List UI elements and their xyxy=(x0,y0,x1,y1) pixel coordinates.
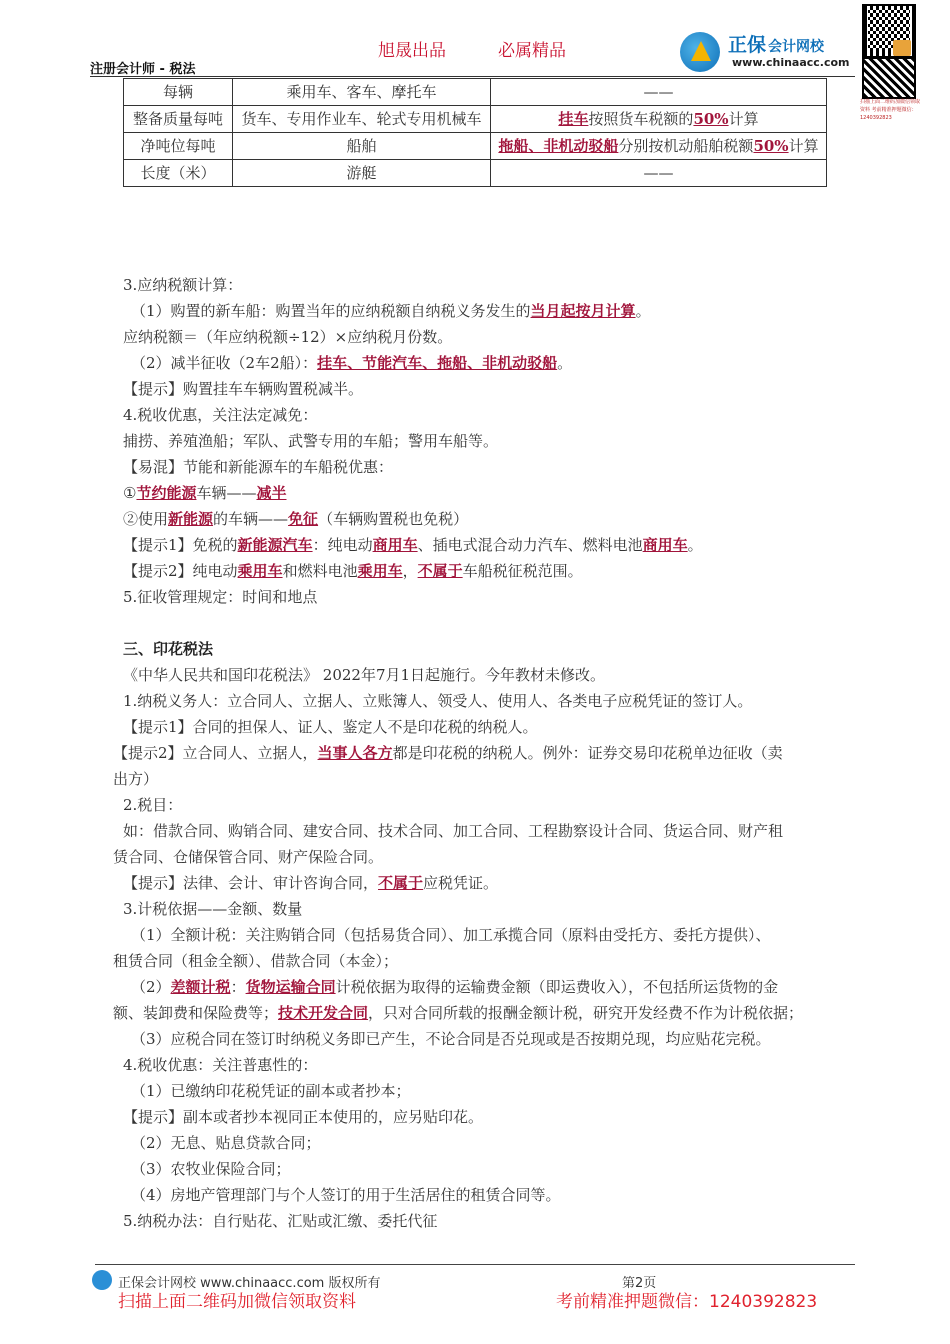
highlight-text: 商用车 xyxy=(372,536,418,554)
paragraph-line xyxy=(123,1052,860,1078)
paragraph-line xyxy=(123,1104,860,1130)
text-run: 捕捞、养殖渔船；军队、武警专用的车船；警用车船等。 xyxy=(123,432,499,450)
highlight-text: 不属于 xyxy=(417,562,463,580)
paragraph-line xyxy=(123,272,860,298)
text-run: 额、装卸费和保险费等； xyxy=(113,1004,279,1022)
paragraph-line xyxy=(113,740,860,766)
highlight-text: 当事人各方 xyxy=(317,744,393,762)
paragraph-line xyxy=(123,922,860,948)
tax-unit-cell: 每辆 xyxy=(124,79,233,106)
paragraph-line xyxy=(123,1026,860,1052)
highlight-text: 货物运输合同 xyxy=(245,978,336,996)
table-row xyxy=(124,133,827,160)
paragraph-line xyxy=(113,844,860,870)
highlight-text: 挂车 xyxy=(558,110,589,128)
text-run: 【易混】节能和新能源车的车船税优惠： xyxy=(123,458,394,476)
text-run: 按照货车税额的 xyxy=(588,110,694,128)
text-run: 车辆—— xyxy=(196,484,257,502)
footer-copyright: 正保会计网校 www.chinaacc.com 版权所有 xyxy=(118,1276,381,1291)
section-heading xyxy=(123,636,860,662)
tax-object-cell: 游艇 xyxy=(233,160,491,187)
highlight-text: 商用车 xyxy=(642,536,688,554)
text-run: ① xyxy=(123,484,137,502)
text-run: （2）减半征收（2车2船）： xyxy=(131,354,318,372)
document-body xyxy=(113,272,860,1234)
text-run: 《中华人民共和国印花税法》 2022年7月1日起施行。今年教材未修改。 xyxy=(123,666,606,684)
qr-code-lower-icon xyxy=(862,57,916,99)
text-run: 计算 xyxy=(728,110,759,128)
paragraph-line xyxy=(123,792,860,818)
text-run: 1.纳税义务人：立合同人、立据人、立账簿人、领受人、使用人、各类电子应税凭证的签订人。 xyxy=(123,692,753,710)
text-run: 计税依据为取得的运输费金额（即运费收入），不包括所运货物的金 xyxy=(335,978,779,996)
text-run: —— xyxy=(643,83,674,101)
text-run: —— xyxy=(643,164,674,182)
highlight-text: 挂车、节能汽车、拖船、非机动驳船 xyxy=(317,354,558,372)
highlight-text: 50% xyxy=(753,137,789,155)
highlight-text: 乘用车 xyxy=(237,562,283,580)
highlight-text: 免征 xyxy=(288,510,319,528)
highlight-text: 节约能源 xyxy=(136,484,197,502)
paragraph-line xyxy=(123,506,860,532)
paragraph-line xyxy=(123,298,860,324)
paragraph-line xyxy=(123,350,860,376)
qr-stamp-icon xyxy=(893,40,911,56)
text-run: （2） xyxy=(131,978,171,996)
highlight-text: 新能源 xyxy=(168,510,214,528)
tax-object-cell: 货车、专用作业车、轮式专用机械车 xyxy=(233,106,491,133)
text-run: ，只对合同所载的报酬金额计税，研究开发经费不作为计税依据； xyxy=(368,1004,804,1022)
text-run: 4.税收优惠，关注法定减免： xyxy=(123,406,318,424)
paragraph-line xyxy=(123,1208,860,1234)
text-run: 租赁合同（租金全额）、借款合同（本金）； xyxy=(113,952,399,970)
tax-note-cell xyxy=(491,106,827,133)
highlight-text: 50% xyxy=(693,110,729,128)
text-run: 2.税目： xyxy=(123,796,183,814)
text-run: 车船税征税范围。 xyxy=(462,562,583,580)
text-run: 【提示】法律、会计、审计咨询合同， xyxy=(123,874,379,892)
text-run: ： xyxy=(230,978,246,996)
paragraph-line xyxy=(123,376,860,402)
paragraph-line xyxy=(123,662,860,688)
table-row xyxy=(124,79,827,106)
text-run: 的车辆—— xyxy=(213,510,289,528)
text-run: ：纯电动 xyxy=(312,536,373,554)
logo-name: 正保 会计网校 xyxy=(728,34,825,56)
text-run: （1）购置的新车船：购置当年的应纳税额自纳税义务发生的 xyxy=(131,302,531,320)
text-run: （3）应税合同在签订时纳税义务即已产生，不论合同是否兑现或是否按期兑现，均应贴花完税。 xyxy=(131,1030,771,1048)
text-run: 5.纳税办法：自行贴花、汇贴或汇缴、委托代征 xyxy=(123,1212,438,1230)
slogan-right: 必属精品 xyxy=(498,41,566,61)
text-run: 【提示】副本或者抄本视同正本使用的，应另贴印花。 xyxy=(123,1108,484,1126)
paragraph-line xyxy=(123,428,860,454)
promo-qr-text: 扫描上面二维码加微信领取资料 xyxy=(118,1292,356,1312)
text-run: 。 xyxy=(557,354,573,372)
paragraph-line xyxy=(123,558,860,584)
text-run: （4）房地产管理部门与个人签订的用于生活居住的租赁合同等。 xyxy=(131,1186,561,1204)
highlight-text: 差额计税 xyxy=(170,978,231,996)
paragraph-line xyxy=(123,688,860,714)
paragraph-line xyxy=(123,974,860,1000)
paragraph-line xyxy=(113,1000,860,1026)
text-run: 【提示2】立合同人、立据人， xyxy=(113,744,318,762)
paragraph-line xyxy=(123,1130,860,1156)
text-run: 5.征收管理规定：时间和地点 xyxy=(123,588,318,606)
text-run: 赁合同、仓储保管合同、财产保险合同。 xyxy=(113,848,384,866)
text-run: （3）农牧业保险合同； xyxy=(131,1160,291,1178)
highlight-text: 减半 xyxy=(256,484,287,502)
text-run: （车辆购置税也免税） xyxy=(318,510,469,528)
text-run: 如：借款合同、购销合同、建安合同、技术合同、加工合同、工程勘察设计合同、货运合同、财产租 xyxy=(123,822,784,840)
tax-unit-cell: 净吨位每吨 xyxy=(124,133,233,160)
highlight-text: 当月起按月计算 xyxy=(530,302,636,320)
text-run: （1）已缴纳印花税凭证的副本或者抄本； xyxy=(131,1082,411,1100)
paragraph-line xyxy=(123,896,860,922)
text-run: 和燃料电池 xyxy=(282,562,358,580)
logo-url: www.chinaacc.com xyxy=(732,56,850,69)
text-run: 。 xyxy=(687,536,703,554)
brand-logo[interactable] xyxy=(680,30,850,72)
paragraph-line xyxy=(123,480,860,506)
slogan-left: 旭晟出品 xyxy=(378,41,446,61)
paragraph-line xyxy=(123,870,860,896)
paragraph-gap xyxy=(123,610,860,636)
text-run: 三、印花税法 xyxy=(123,640,214,658)
paragraph-line xyxy=(123,324,860,350)
promo-wechat-text: 考前精准押题微信：1240392823 xyxy=(556,1292,818,1312)
text-run: 计算 xyxy=(788,137,819,155)
highlight-text: 技术开发合同 xyxy=(278,1004,369,1022)
tax-note-cell xyxy=(491,133,827,160)
text-run: 都是印花税的纳税人。例外：证券交易印花税单边征收（卖 xyxy=(392,744,783,762)
paragraph-line xyxy=(123,1182,860,1208)
paragraph-line xyxy=(123,818,860,844)
footer-divider xyxy=(95,1264,855,1265)
text-run: 【提示】购置挂车车辆购置税减半。 xyxy=(123,380,364,398)
tax-note-cell xyxy=(491,79,827,106)
text-run: ， xyxy=(402,562,418,580)
tax-unit-cell: 整备质量每吨 xyxy=(124,106,233,133)
paragraph-line xyxy=(123,714,860,740)
qr-note: 扫描上面二维码加微信领取资料 考前精准押题微信：1240392823 xyxy=(860,99,921,121)
text-run: 。 xyxy=(635,302,651,320)
text-run: 应纳税额＝（年应纳税额÷12）×应纳税月份数。 xyxy=(123,328,453,346)
text-run: 、插电式混合动力汽车、燃料电池 xyxy=(417,536,643,554)
text-run: （1）全额计税：关注购销合同（包括易货合同）、加工承揽合同（原料由受托方、委托方提供）、 xyxy=(131,926,771,944)
text-run: 出方） xyxy=(113,770,159,788)
tax-object-cell: 乘用车、客车、摩托车 xyxy=(233,79,491,106)
text-run: 应税凭证。 xyxy=(423,874,499,892)
header-subject: 注册会计师 - 税法 xyxy=(90,62,196,77)
logo-mark-icon xyxy=(680,32,720,72)
paragraph-line xyxy=(123,532,860,558)
table-row xyxy=(124,160,827,187)
text-run: ②使用 xyxy=(123,510,169,528)
paragraph-line xyxy=(123,584,860,610)
text-run: 分别按机动船舶税额 xyxy=(618,137,754,155)
header-divider xyxy=(90,76,855,77)
tax-note-cell xyxy=(491,160,827,187)
paragraph-line xyxy=(123,402,860,428)
paragraph-line xyxy=(123,1156,860,1182)
text-run: （2）无息、贴息贷款合同； xyxy=(131,1134,321,1152)
highlight-text: 乘用车 xyxy=(357,562,403,580)
text-run: 【提示1】免税的 xyxy=(123,536,238,554)
page-number: 第2页 xyxy=(622,1276,657,1291)
paragraph-line xyxy=(123,1078,860,1104)
tax-object-cell: 船舶 xyxy=(233,133,491,160)
paragraph-line xyxy=(123,454,860,480)
tax-unit-cell: 长度（米） xyxy=(124,160,233,187)
tax-rate-table xyxy=(123,78,827,187)
text-run: 3.计税依据——金额、数量 xyxy=(123,900,303,918)
paragraph-line xyxy=(113,766,860,792)
text-run: 3.应纳税额计算： xyxy=(123,276,243,294)
text-run: 【提示2】纯电动 xyxy=(123,562,238,580)
highlight-text: 不属于 xyxy=(378,874,424,892)
highlight-text: 拖船、非机动驳船 xyxy=(498,137,619,155)
text-run: 【提示1】合同的担保人、证人、鉴定人不是印花税的纳税人。 xyxy=(123,718,538,736)
footer-logo-icon xyxy=(92,1270,112,1290)
paragraph-line xyxy=(113,948,860,974)
highlight-text: 新能源汽车 xyxy=(237,536,313,554)
text-run: 4.税收优惠：关注普惠性的： xyxy=(123,1056,318,1074)
table-row xyxy=(124,106,827,133)
